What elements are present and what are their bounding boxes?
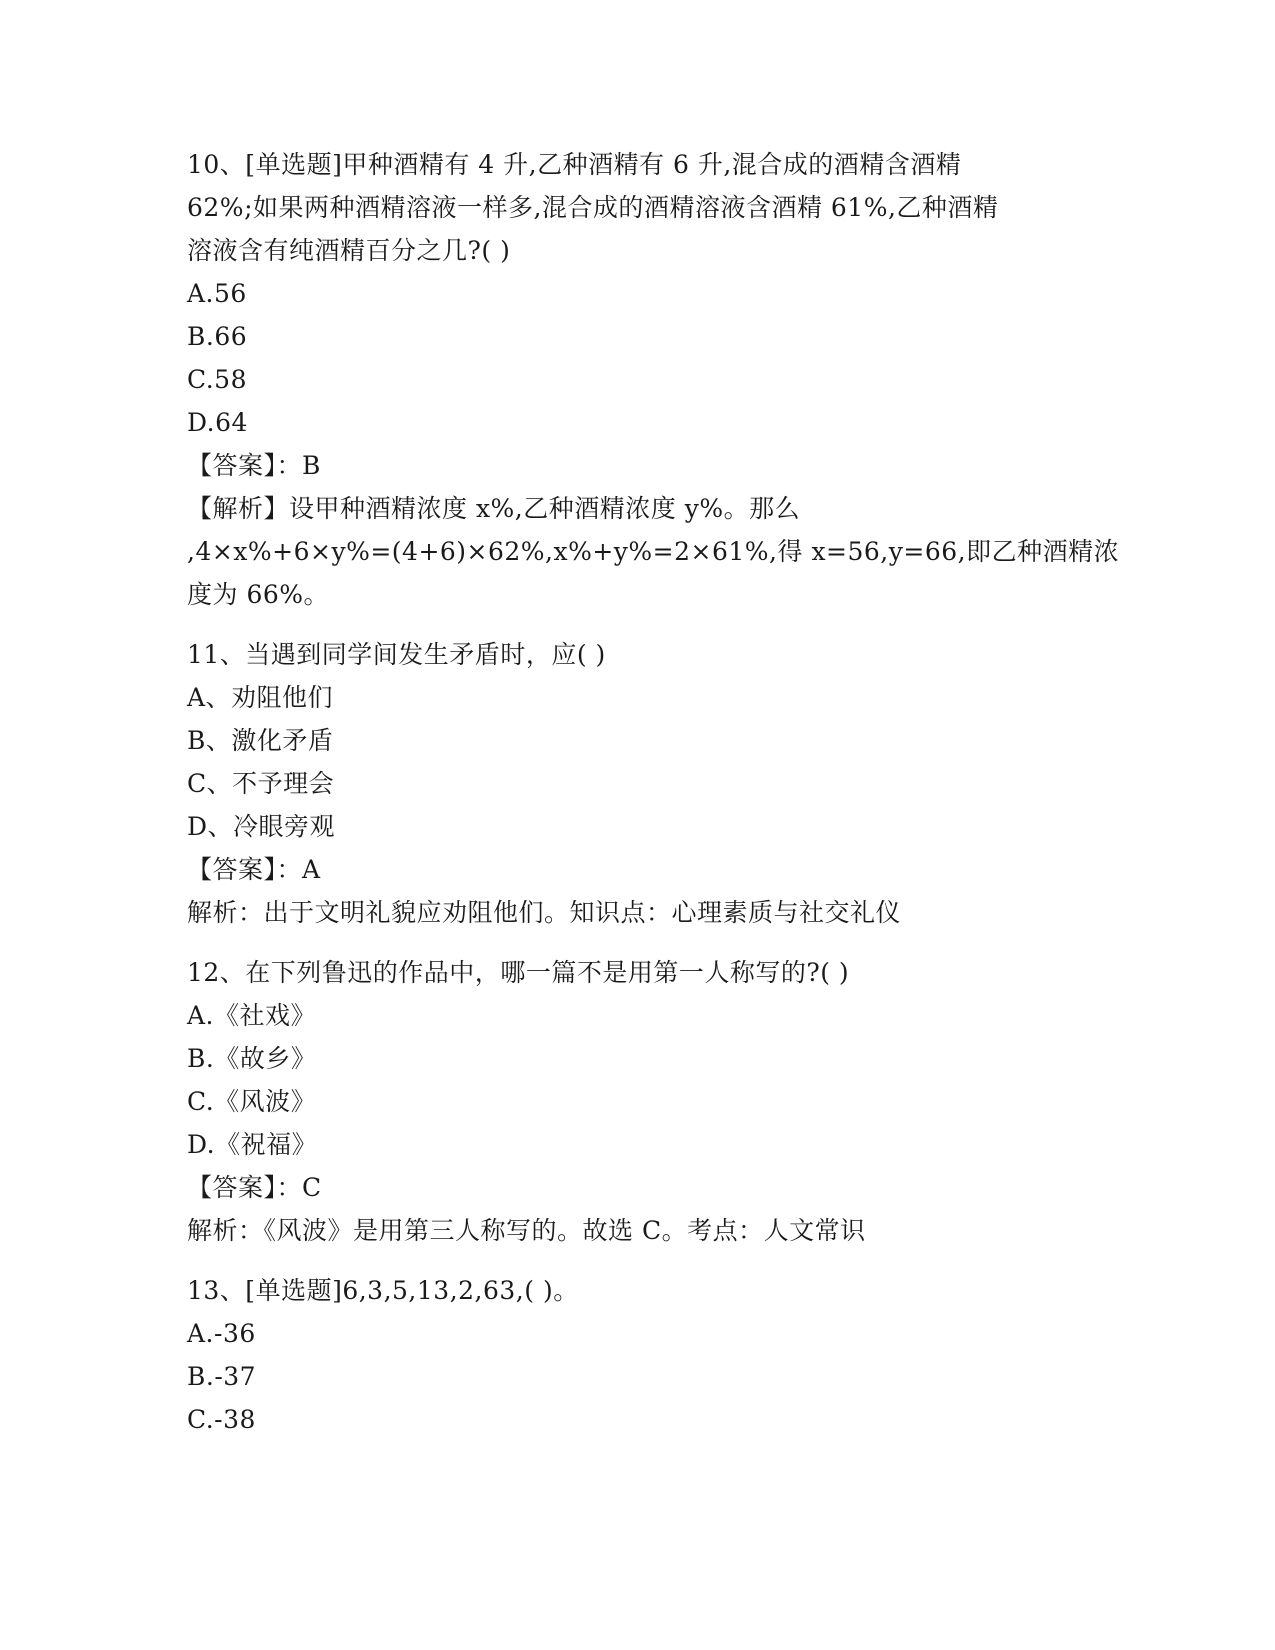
- question-stem-line: 12、在下列鲁迅的作品中，哪一篇不是用第一人称写的?( ): [187, 958, 850, 987]
- analysis-line: 解析：《风波》是用第三人称写的。故选 C。考点：人文常识: [187, 1216, 866, 1245]
- question-stem-line: 10、[单选题]甲种酒精有 4 升,乙种酒精有 6 升,混合成的酒精含酒精: [187, 150, 962, 179]
- option-d: D.《祝福》: [187, 1130, 318, 1159]
- option-a: A、劝阻他们: [187, 683, 334, 712]
- question-stem-line: 13、[单选题]6,3,5,13,2,63,( )。: [187, 1276, 579, 1305]
- option-c: C.-38: [187, 1405, 256, 1434]
- option-b: B.《故乡》: [187, 1044, 317, 1073]
- analysis-line: 【解析】设甲种酒精浓度 x%,乙种酒精浓度 y%。那么: [187, 494, 801, 523]
- option-b: B.66: [187, 322, 248, 351]
- option-b: B.-37: [187, 1362, 257, 1391]
- question-13: [187, 1269, 1087, 1441]
- analysis-line: 度为 66%。: [187, 580, 330, 609]
- option-d: D.64: [187, 408, 248, 437]
- analysis-line: ,4×x%+6×y%=(4+6)×62%,x%+y%=2×61%,得 x=56,y=66,即乙种酒精浓: [187, 537, 1120, 566]
- option-c: C.58: [187, 365, 247, 394]
- answer-line: 【答案】：C: [187, 1173, 322, 1202]
- option-a: A.《社戏》: [187, 1001, 317, 1030]
- question-stem-line: 溶液含有纯酒精百分之几?( ): [187, 236, 511, 265]
- option-a: A.56: [187, 279, 247, 308]
- option-d: D、冷眼旁观: [187, 812, 336, 841]
- question-10: [187, 143, 1120, 616]
- question-stem-line: 62%;如果两种酒精溶液一样多,混合成的酒精溶液含酒精 61%,乙种酒精: [187, 193, 999, 222]
- option-a: A.-36: [187, 1319, 256, 1348]
- analysis-line: 解析：出于文明礼貌应劝阻他们。知识点：心理素质与社交礼仪: [187, 898, 902, 927]
- option-c: C、不予理会: [187, 769, 335, 798]
- option-b: B、激化矛盾: [187, 726, 334, 755]
- option-c: C.《风波》: [187, 1087, 317, 1116]
- answer-line: 【答案】：A: [187, 855, 321, 884]
- answer-line: 【答案】：B: [187, 451, 321, 480]
- document-page: [187, 143, 1120, 1458]
- question-stem-line: 11、当遇到同学间发生矛盾时，应( ): [187, 640, 606, 669]
- question-11: [187, 633, 1087, 934]
- question-12: [187, 951, 1087, 1252]
